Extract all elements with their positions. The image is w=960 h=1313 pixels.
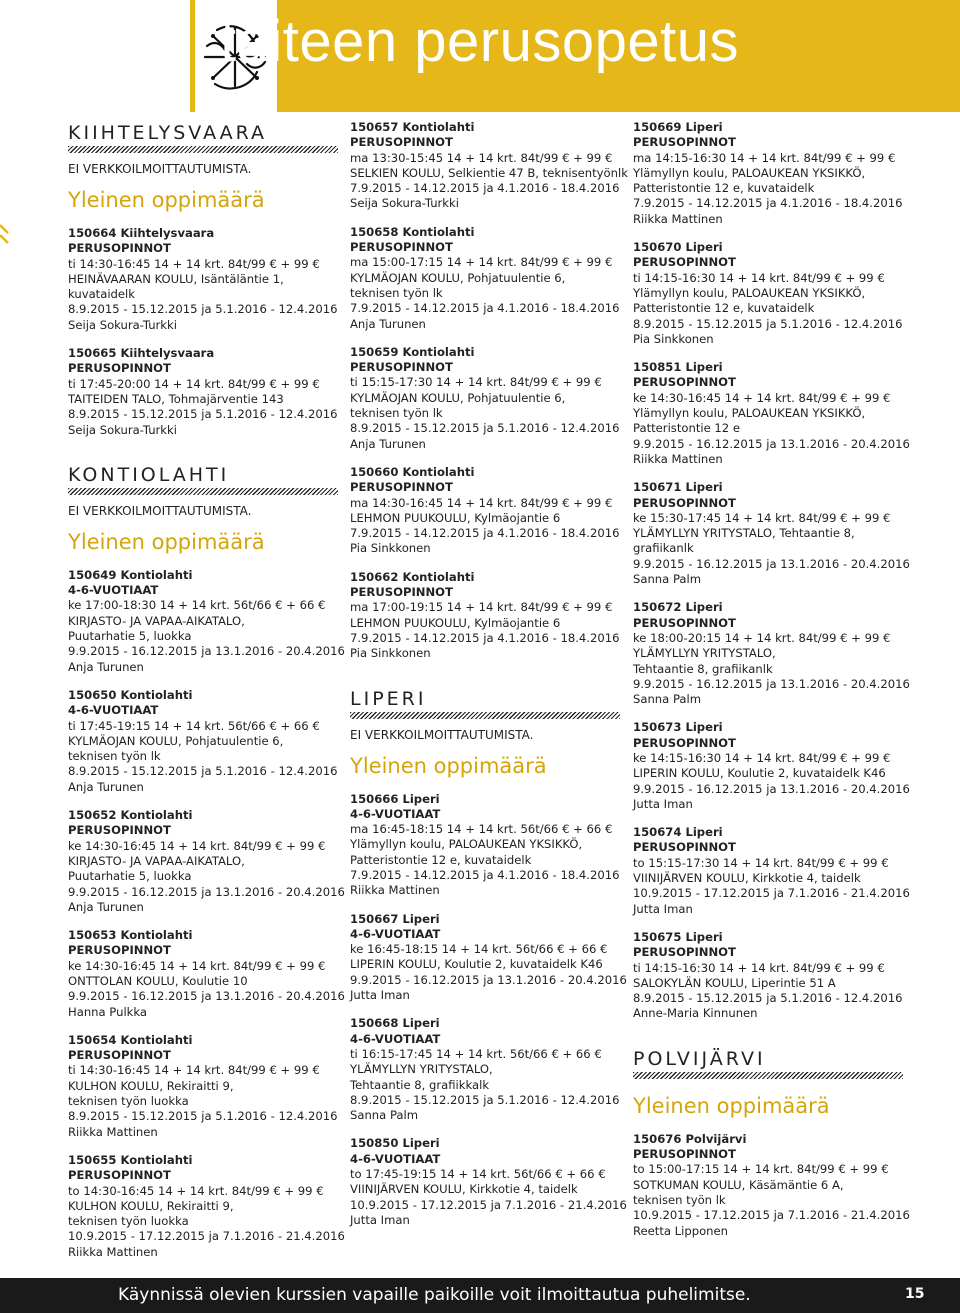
no-online-registration-notice: EI VERKKOILMOITTAUTUMISTA. — [68, 503, 252, 518]
course-detail-line: SALOKYLÄN KOULU, Liperintie 51 A — [633, 975, 836, 990]
course-detail-line: 9.9.2015 - 16.12.2015 ja 13.1.2016 - 20.4.2016 — [68, 989, 345, 1004]
column-3 — [633, 120, 910, 1239]
course-detail-line: Seija Sokura-Turkki — [350, 196, 459, 211]
course-detail-line: YLÄMYLLYN YRITYSTALO, — [633, 646, 776, 661]
course-type: PERUSOPINNOT — [350, 480, 453, 495]
course-detail-line: HEINÄVAARAN KOULU, Isäntäläntie 1, — [68, 271, 284, 286]
course-type: PERUSOPINNOT — [350, 585, 453, 600]
course-type: 4-6-VUOTIAAT — [350, 1031, 441, 1046]
course-detail-line: LEHMON PUUKOULU, Kylmäojantie 6 — [350, 510, 561, 525]
course-entry — [633, 360, 910, 467]
course-detail-line: 10.9.2015 - 17.12.2015 ja 7.1.2016 - 21.4.2016 — [633, 1208, 910, 1223]
course-detail-line: Anja Turunen — [350, 436, 426, 451]
course-detail-line: YLÄMYLLYN YRITYSTALO, Tehtaantie 8, — [633, 526, 855, 541]
course-entry — [68, 928, 345, 1020]
course-detail-line: 7.9.2015 - 14.12.2015 ja 4.1.2016 - 18.4.2016 — [350, 301, 620, 316]
course-detail-line: ma 14:15-16:30 14 + 14 krt. 84t/99 € + 99 € — [633, 150, 896, 165]
area-title-underline — [350, 712, 620, 719]
course-detail-line: Sanna Palm — [350, 1108, 419, 1123]
course-detail-line: KIRJASTO- JA VAPAA-AIKATALO, — [68, 853, 245, 868]
area-section-header — [68, 122, 338, 213]
course-code: 150662 Kontiolahti — [350, 569, 475, 584]
course-type: PERUSOPINNOT — [633, 840, 736, 855]
course-detail-line: to 15:15-17:30 14 + 14 krt. 84t/99 € + 99 € — [633, 855, 889, 870]
column-2 — [350, 120, 628, 1228]
course-type: 4-6-VUOTIAAT — [68, 583, 159, 598]
course-detail-line: Riikka Mattinen — [68, 1244, 158, 1259]
course-detail-line: to 14:30-16:45 14 + 14 krt. 84t/99 € + 99 € — [68, 1183, 324, 1198]
course-detail-line: Riikka Mattinen — [633, 211, 723, 226]
course-type: PERUSOPINNOT — [633, 255, 736, 270]
margin-mark-icon — [0, 222, 12, 248]
course-detail-line: 8.9.2015 - 15.12.2015 ja 5.1.2016 - 12.4.2016 — [68, 407, 338, 422]
course-detail-line: Anja Turunen — [68, 779, 144, 794]
curriculum-subtitle: Yleinen oppimäärä — [633, 1093, 830, 1118]
area-section-header — [350, 688, 620, 779]
course-type: PERUSOPINNOT — [68, 1168, 171, 1183]
course-detail-line: ke 14:30-16:45 14 + 14 krt. 84t/99 € + 99 € — [633, 390, 891, 405]
course-type: PERUSOPINNOT — [68, 361, 171, 376]
course-entry — [68, 688, 338, 795]
course-detail-line: ke 14:30-16:45 14 + 14 krt. 84t/99 € + 99 € — [68, 838, 326, 853]
course-type: PERUSOPINNOT — [68, 823, 171, 838]
course-detail-line: 8.9.2015 - 15.12.2015 ja 5.1.2016 - 12.4.2016 — [68, 764, 338, 779]
course-detail-line: KULHON KOULU, Rekiraitti 9, — [68, 1198, 234, 1213]
course-detail-line: KYLMÄOJAN KOULU, Pohjatuulentie 6, — [350, 390, 566, 405]
course-detail-line: Anja Turunen — [68, 659, 144, 674]
course-entry — [633, 600, 910, 707]
area-title: KIIHTELYSVAARA — [68, 122, 268, 144]
course-type: PERUSOPINNOT — [633, 615, 736, 630]
course-detail-line: Ylämyllyn koulu, PALOAUKEAN YKSIKKÖ, — [350, 837, 583, 852]
course-detail-line: 9.9.2015 - 16.12.2015 ja 13.1.2016 - 20.4.2016 — [633, 781, 910, 796]
course-code: 150668 Liperi — [350, 1016, 440, 1031]
course-code: 150851 Liperi — [633, 360, 723, 375]
course-entry — [350, 792, 620, 899]
course-detail-line: KULHON KOULU, Rekiraitti 9, — [68, 1078, 234, 1093]
course-entry — [633, 240, 903, 347]
course-detail-line: ti 15:15-17:30 14 + 14 krt. 84t/99 € + 99 € — [350, 375, 602, 390]
course-detail-line: Seija Sokura-Turkki — [68, 422, 177, 437]
course-detail-line: ti 17:45-19:15 14 + 14 krt. 56t/66 € + 66 € — [68, 718, 320, 733]
course-detail-line: Jutta Iman — [633, 901, 693, 916]
course-detail-line: teknisen työn luokka — [68, 1094, 189, 1109]
course-code: 150675 Liperi — [633, 929, 723, 944]
no-online-registration-notice: EI VERKKOILMOITTAUTUMISTA. — [350, 727, 534, 742]
area-section-header — [68, 464, 338, 555]
course-detail-line: Ylämyllyn koulu, PALOAUKEAN YKSIKKÖ, — [633, 285, 866, 300]
course-detail-line: ma 16:45-18:15 14 + 14 krt. 56t/66 € + 66 € — [350, 822, 613, 837]
course-detail-line: 8.9.2015 - 15.12.2015 ja 5.1.2016 - 12.4.2016 — [633, 991, 903, 1006]
course-detail-line: Patteristontie 12 e, kuvataidelk — [633, 301, 815, 316]
course-type: 4-6-VUOTIAAT — [350, 926, 441, 941]
course-detail-line: ma 13:30-15:45 14 + 14 krt. 84t/99 € + 99 € — [350, 150, 613, 165]
course-entry — [633, 720, 910, 812]
course-detail-line: teknisen työn lk — [68, 749, 161, 764]
curriculum-subtitle: Yleinen oppimäärä — [68, 529, 265, 554]
course-entry — [350, 345, 620, 452]
course-detail-line: KYLMÄOJAN KOULU, Pohjatuulentie 6, — [68, 733, 284, 748]
course-detail-line: ma 15:00-17:15 14 + 14 krt. 84t/99 € + 99 € — [350, 255, 613, 270]
course-code: 150674 Liperi — [633, 825, 723, 840]
course-detail-line: to 17:45-19:15 14 + 14 krt. 56t/66 € + 66 € — [350, 1167, 606, 1182]
area-title-underline — [68, 146, 338, 153]
course-detail-line: ti 14:30-16:45 14 + 14 krt. 84t/99 € + 99 € — [68, 1063, 320, 1078]
course-entry — [350, 570, 620, 662]
course-detail-line: ma 14:30-16:45 14 + 14 krt. 84t/99 € + 99 € — [350, 495, 613, 510]
no-online-registration-notice: EI VERKKOILMOITTAUTUMISTA. — [68, 162, 252, 176]
area-title: KONTIOLAHTI — [68, 463, 230, 486]
course-detail-line: Anja Turunen — [68, 899, 144, 914]
course-detail-line: 9.9.2015 - 16.12.2015 ja 13.1.2016 - 20.4.2016 — [633, 556, 910, 571]
course-detail-line: ti 14:15-16:30 14 + 14 krt. 84t/99 € + 99 € — [633, 270, 885, 285]
course-code: 150667 Liperi — [350, 911, 440, 926]
course-detail-line: VIINIJÄRVEN KOULU, Kirkkotie 4, taidelk — [633, 871, 861, 886]
course-detail-line: 8.9.2015 - 15.12.2015 ja 5.1.2016 - 12.4.2016 — [350, 1092, 620, 1107]
course-detail-line: ti 14:15-16:30 14 + 14 krt. 84t/99 € + 99 € — [633, 960, 885, 975]
course-entry — [633, 1131, 910, 1239]
course-code: 150659 Kontiolahti — [350, 344, 475, 359]
course-detail-line: ONTTOLAN KOULU, Koulutie 10 — [68, 973, 248, 988]
course-type: PERUSOPINNOT — [633, 945, 736, 960]
course-detail-line: VIINIJÄRVEN KOULU, Kirkkotie 4, taidelk — [350, 1182, 578, 1197]
area-title-underline — [68, 488, 338, 495]
course-code: 150673 Liperi — [633, 720, 723, 735]
course-detail-line: Reetta Lipponen — [633, 1223, 729, 1238]
page-number: 15 — [905, 1286, 925, 1302]
course-detail-line: 7.9.2015 - 14.12.2015 ja 4.1.2016 - 18.4.2016 — [350, 867, 620, 882]
course-entry — [633, 930, 903, 1022]
course-code: 150664 Kiihtelysvaara — [68, 226, 215, 240]
page-header — [0, 0, 960, 112]
course-entry — [350, 225, 620, 332]
course-entry — [633, 825, 910, 917]
course-detail-line: teknisen työn lk — [350, 285, 443, 300]
course-detail-line: Patteristontie 12 e, kuvataidelk — [350, 852, 532, 867]
course-detail-line: to 15:00-17:15 14 + 14 krt. 84t/99 € + 99 € — [633, 1162, 889, 1177]
course-entry — [633, 120, 903, 227]
course-detail-line: Anne-Maria Kinnunen — [633, 1006, 758, 1021]
course-detail-line: LIPERIN KOULU, Koulutie 2, kuvataidelk K46 — [633, 766, 886, 781]
area-section-header — [633, 1048, 903, 1119]
course-entry — [68, 1152, 345, 1260]
curriculum-subtitle: Yleinen oppimäärä — [68, 188, 265, 212]
course-detail-line: Riikka Mattinen — [350, 883, 440, 898]
course-entry — [633, 480, 910, 587]
course-detail-line: kuvataidelk — [68, 287, 135, 302]
course-detail-line: Puutarhatie 5, luokka — [68, 869, 192, 884]
course-detail-line: Tehtaantie 8, grafiikkalk — [350, 1077, 490, 1092]
course-detail-line: ti 14:30-16:45 14 + 14 krt. 84t/99 € + 99 € — [68, 256, 320, 271]
course-code: 150665 Kiihtelysvaara — [68, 346, 215, 361]
header-title: taiteen perusopetus — [220, 9, 739, 74]
course-detail-line: teknisen työn lk — [350, 406, 443, 421]
course-detail-line: 7.9.2015 - 14.12.2015 ja 4.1.2016 - 18.4.2016 — [350, 526, 620, 541]
area-title: POLVIJÄRVI — [633, 1047, 766, 1070]
course-type: PERUSOPINNOT — [350, 240, 453, 255]
course-entry — [350, 120, 628, 212]
course-type: PERUSOPINNOT — [68, 241, 171, 256]
course-detail-line: SELKIEN KOULU, Selkientie 47 B, teknisentyönlk — [350, 165, 628, 180]
area-title-underline — [633, 1072, 903, 1079]
area-title: LIPERI — [350, 687, 427, 710]
course-entry — [68, 226, 338, 333]
course-detail-line: Anja Turunen — [350, 316, 426, 331]
course-code: 150658 Kontiolahti — [350, 224, 475, 239]
course-entry — [350, 911, 627, 1004]
course-detail-line: 8.9.2015 - 15.12.2015 ja 5.1.2016 - 12.4.2016 — [350, 421, 620, 436]
course-entry — [68, 567, 345, 675]
course-detail-line: KIRJASTO- JA VAPAA-AIKATALO, — [68, 613, 245, 628]
course-detail-line: Tehtaantie 8, grafiikanlk — [633, 661, 773, 676]
course-detail-line: YLÄMYLLYN YRITYSTALO, — [350, 1062, 493, 1077]
course-detail-line: ke 17:00-18:30 14 + 14 krt. 56t/66 € + 66 € — [68, 598, 326, 613]
course-entry — [350, 1016, 620, 1123]
course-detail-line: Hanna Pulkka — [68, 1004, 147, 1019]
course-entry — [68, 346, 338, 438]
course-detail-line: Puutarhatie 5, luokka — [68, 629, 192, 644]
course-detail-line: teknisen työn luokka — [68, 1214, 189, 1229]
course-type: PERUSOPINNOT — [633, 495, 736, 510]
course-type: 4-6-VUOTIAAT — [350, 1151, 441, 1166]
course-detail-line: Pia Sinkkonen — [350, 646, 431, 661]
course-type: PERUSOPINNOT — [350, 360, 453, 375]
course-detail-line: 7.9.2015 - 14.12.2015 ja 4.1.2016 - 18.4.2016 — [633, 196, 903, 211]
course-type: PERUSOPINNOT — [68, 1048, 171, 1063]
course-type: PERUSOPINNOT — [633, 135, 736, 150]
course-code: 150850 Liperi — [350, 1136, 440, 1151]
course-detail-line: Jutta Iman — [350, 988, 410, 1003]
course-detail-line: 8.9.2015 - 15.12.2015 ja 5.1.2016 - 12.4.2016 — [633, 316, 903, 331]
course-detail-line: 8.9.2015 - 15.12.2015 ja 5.1.2016 - 12.4.2016 — [68, 302, 338, 317]
course-code: 150669 Liperi — [633, 120, 723, 134]
course-detail-line: 9.9.2015 - 16.12.2015 ja 13.1.2016 - 20.4.2016 — [68, 884, 345, 899]
course-detail-line: Patteristontie 12 e — [633, 421, 740, 436]
course-detail-line: KYLMÄOJAN KOULU, Pohjatuulentie 6, — [350, 270, 566, 285]
course-detail-line: LEHMON PUUKOULU, Kylmäojantie 6 — [350, 615, 561, 630]
course-code: 150655 Kontiolahti — [68, 1152, 193, 1167]
course-code: 150672 Liperi — [633, 600, 723, 615]
course-code: 150670 Liperi — [633, 240, 723, 255]
course-detail-line: grafiikanlk — [633, 541, 694, 556]
course-code: 150649 Kontiolahti — [68, 567, 193, 582]
course-entry — [350, 1136, 627, 1228]
course-detail-line: LIPERIN KOULU, Koulutie 2, kuvataidelk K46 — [350, 957, 603, 972]
course-detail-line: Riikka Mattinen — [68, 1124, 158, 1139]
course-detail-line: ke 14:15-16:30 14 + 14 krt. 84t/99 € + 99 € — [633, 750, 891, 765]
course-code: 150657 Kontiolahti — [350, 120, 475, 134]
page-footer — [0, 1278, 960, 1313]
course-entry — [350, 465, 620, 557]
course-detail-line: 10.9.2015 - 17.12.2015 ja 7.1.2016 - 21.4.2016 — [633, 886, 910, 901]
course-detail-line: Sanna Palm — [633, 572, 702, 587]
curriculum-subtitle: Yleinen oppimäärä — [350, 753, 547, 778]
course-type: 4-6-VUOTIAAT — [68, 703, 159, 718]
course-detail-line: Pia Sinkkonen — [350, 541, 431, 556]
course-detail-line: 8.9.2015 - 15.12.2015 ja 5.1.2016 - 12.4.2016 — [68, 1109, 338, 1124]
course-detail-line: 10.9.2015 - 17.12.2015 ja 7.1.2016 - 21.4.2016 — [68, 1229, 345, 1244]
course-code: 150654 Kontiolahti — [68, 1032, 193, 1047]
course-detail-line: Jutta Iman — [633, 796, 693, 811]
column-1 — [68, 122, 345, 1260]
course-detail-line: ke 16:45-18:15 14 + 14 krt. 56t/66 € + 66 € — [350, 942, 608, 957]
course-detail-line: 9.9.2015 - 16.12.2015 ja 13.1.2016 - 20.4.2016 — [68, 644, 345, 659]
course-detail-line: 7.9.2015 - 14.12.2015 ja 4.1.2016 - 18.4.2016 — [350, 630, 620, 645]
course-detail-line: Seija Sokura-Turkki — [68, 317, 177, 332]
course-type: PERUSOPINNOT — [633, 1147, 736, 1162]
course-detail-line: Sanna Palm — [633, 692, 702, 707]
course-detail-line: ti 16:15-17:45 14 + 14 krt. 56t/66 € + 66 € — [350, 1046, 602, 1061]
course-detail-line: ti 17:45-20:00 14 + 14 krt. 84t/99 € + 99 € — [68, 376, 320, 391]
course-type: PERUSOPINNOT — [350, 135, 453, 150]
course-detail-line: Jutta Iman — [350, 1212, 410, 1227]
course-type: PERUSOPINNOT — [633, 735, 736, 750]
course-detail-line: Ylämyllyn koulu, PALOAUKEAN YKSIKKÖ, — [633, 406, 866, 421]
course-detail-line: ma 17:00-19:15 14 + 14 krt. 84t/99 € + 99 € — [350, 600, 613, 615]
course-detail-line: SOTKUMAN KOULU, Käsämäntie 6 A, — [633, 1177, 844, 1192]
course-code: 150660 Kontiolahti — [350, 464, 475, 479]
course-code: 150676 Polvijärvi — [633, 1131, 747, 1146]
course-type: PERUSOPINNOT — [68, 943, 171, 958]
course-detail-line: Patteristontie 12 e, kuvataidelk — [633, 181, 815, 196]
course-entry — [68, 1033, 338, 1140]
course-detail-line: 7.9.2015 - 14.12.2015 ja 4.1.2016 - 18.4.2016 — [350, 181, 620, 196]
course-code: 150650 Kontiolahti — [68, 687, 193, 702]
course-detail-line: ke 15:30-17:45 14 + 14 krt. 84t/99 € + 99 € — [633, 510, 891, 525]
course-code: 150652 Kontiolahti — [68, 808, 193, 823]
course-entry — [68, 808, 345, 915]
course-code: 150653 Kontiolahti — [68, 928, 193, 943]
course-detail-line: 9.9.2015 - 16.12.2015 ja 13.1.2016 - 20.4.2016 — [633, 676, 910, 691]
course-detail-line: ke 18:00-20:15 14 + 14 krt. 84t/99 € + 99 € — [633, 630, 891, 645]
course-detail-line: ke 14:30-16:45 14 + 14 krt. 84t/99 € + 99 € — [68, 958, 326, 973]
course-detail-line: teknisen työn lk — [633, 1192, 726, 1207]
footer-notice: Käynnissä olevien kurssien vapaille paikoille voit ilmoittautua puhelimitse. — [118, 1285, 751, 1305]
course-code: 150666 Liperi — [350, 791, 440, 806]
course-code: 150671 Liperi — [633, 480, 723, 495]
course-detail-line: Pia Sinkkonen — [633, 331, 714, 346]
course-detail-line: 9.9.2015 - 16.12.2015 ja 13.1.2016 - 20.4.2016 — [350, 972, 627, 987]
course-detail-line: TAITEIDEN TALO, Tohmajärventie 143 — [68, 391, 284, 406]
course-detail-line: Ylämyllyn koulu, PALOAUKEAN YKSIKKÖ, — [633, 165, 866, 180]
course-detail-line: 9.9.2015 - 16.12.2015 ja 13.1.2016 - 20.4.2016 — [633, 436, 910, 451]
course-type: PERUSOPINNOT — [633, 375, 736, 390]
course-type: 4-6-VUOTIAAT — [350, 806, 441, 821]
course-detail-line: 10.9.2015 - 17.12.2015 ja 7.1.2016 - 21.4.2016 — [350, 1197, 627, 1212]
course-detail-line: Riikka Mattinen — [633, 451, 723, 466]
